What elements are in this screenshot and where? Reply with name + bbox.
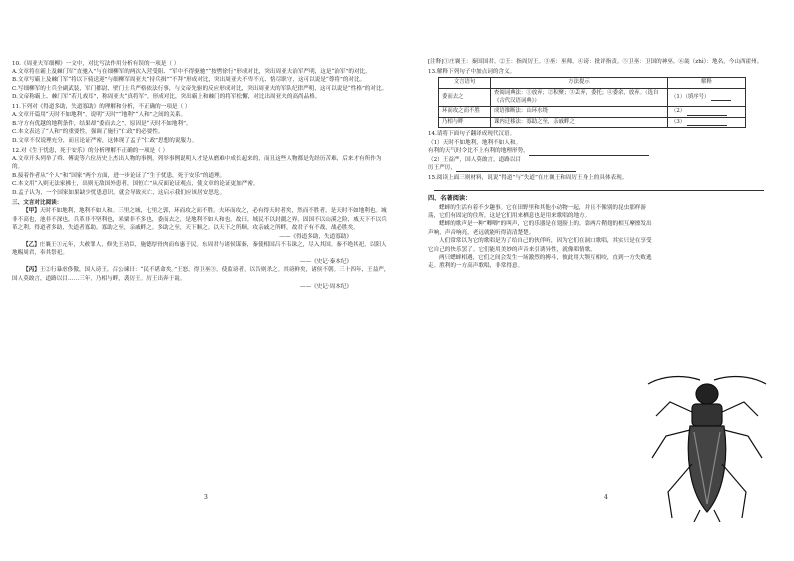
page-number-right: 4: [604, 494, 608, 501]
q15-stem: 15.阅读上面三则材料，说说“得道”与“失道”在庄襄王和周厉王身上的具体表现。: [428, 174, 628, 181]
q12-option-d: D.孟子认为，一个国家如果缺少忧患意识，就会导致灭亡，这启示我们应该居安思危。: [12, 189, 226, 196]
passage-bing-label: 【丙】: [23, 267, 40, 274]
passage-bing: [12, 266, 392, 283]
q11-option-d: D.文章不仅说理充分，而且论证严密，这体现了孟子“仁政”思想的说服力。: [12, 137, 198, 144]
section-4-heading: 四、名著阅读：: [428, 195, 472, 203]
reading-paragraph: 人们常常以为它的歌唱是为了给自己的伙伴听，因为它们在洞口歌唱，其实只是在享受它自己的快乐罢了。它们能用美妙的声音来引诱异性，就像唱情歌。: [428, 238, 652, 253]
table-cell-answer[interactable]: [667, 88, 745, 106]
table-header-answer: 解释: [667, 78, 745, 89]
table-cell-sentence: 委而去之: [439, 88, 491, 106]
table-header-hint: 方法提示: [490, 78, 667, 89]
q14-stem: 14.请将下面句子翻译成现代汉语。: [428, 131, 516, 138]
passage-yi: [12, 241, 392, 258]
cricket-illustration: [642, 372, 772, 522]
passage-jia-label: 【甲】: [23, 208, 40, 215]
q14-2-answer-text: 厉王严厉，: [428, 164, 456, 171]
reading-paragraph: 蟋蟀的歌声是一种“唧唧”的叫声，它的乐器是在翅膀上的，靠两片鞘翅的相互摩擦发出声响，声音响亮，老远就能听得清清楚楚。: [428, 221, 652, 236]
passage-jia-source: ——《得道多助，失道寡助》: [279, 233, 352, 240]
passage-yi-label: 【乙】: [23, 242, 40, 249]
answer-blank[interactable]: [687, 119, 727, 126]
q14-1-answer-text: 有利的天气时令比不上有利的地理形势，: [428, 148, 529, 155]
answer-label: （1）（填序号）: [670, 93, 710, 100]
explanation-table: [438, 77, 746, 128]
answer-blank[interactable]: [711, 94, 731, 101]
passage-bing-source: ——《史记·周本纪》: [299, 284, 352, 291]
q12-option-b: B.接着作者从“个人”和“国家”两个方面，进一步论证了“生于忧患，死于安乐”的道理。: [12, 172, 226, 179]
q10-option-a: A.文章将在霸上及棘门军“直驰入”与在细柳军的两次入营受阻、“军中不得驱驰”“按辔徐行”形成对比，突出周亚夫治军严明，这是“治军”的对比。: [12, 68, 371, 75]
right-page: [428, 58, 784, 271]
reading-paragraph: 两只蟋蟀相遇，它们之间会发生一场激烈的搏斗，彼此用大颚互相咬，直到一方失败逃走。胜利的一方高声歌唱，非常得意。: [428, 255, 652, 270]
passage-yi-text: 庄襄王①元年，大赦罪人，修先王功臣，施德厚骨肉而布惠于民。东周君与诸侯谋秦，秦使相国吕不韦诛之，尽入其国。秦不绝其祀，以阳人地赐周君，奉其祭祀。: [12, 242, 387, 257]
q14-2-blank[interactable]: [456, 165, 576, 172]
q10-option-c: C.写细柳军的士兵全副武装，军门都尉、壁门士兵严格依法行事，与文帝先驱的反应形成对比，突出周亚夫的军队纪律严明，这可以说是“性格”的对比。: [12, 85, 388, 92]
passage-yi-source: ——《史记·秦本纪》: [299, 258, 352, 265]
table-header-row: [439, 78, 746, 89]
table-row: [439, 88, 746, 106]
q11-option-c: C.本文表达了“人和”的重要性，强调了施行“仁政”的必要性。: [12, 129, 164, 136]
q14-2: （2）王益严，国人莫敢言，道路以目: [428, 156, 522, 163]
q10-stem: 10.《周亚夫军细柳》一文中，对比写法作用分析有误的一项是（ ）: [12, 60, 180, 67]
q12-stem: 12.对《生于忧患，死于安乐》的分析理解不正确的一项是（ ）: [12, 147, 169, 154]
q11-option-a: A.文章开篇用“天时不如地利”，说明“天时”“地利”“人和”之间的关系。: [12, 112, 187, 119]
q15-answer-line[interactable]: [434, 182, 764, 191]
left-page: [12, 58, 392, 291]
q12-option-c: C.本文用“入则无法家拂士，出则无敌国外患者，国恒亡”从反面论证观点，使文章的论证更加严密。: [12, 181, 259, 188]
q11-stem: 11.下列对《得道多助，失道寡助》的理解和分析，不正确的一项是（ ）: [12, 104, 191, 111]
table-row: [439, 107, 746, 118]
table-cell-sentence: 乃相与畔: [439, 117, 491, 128]
q12-option-a: A.文章开头列举了舜、傅说等六位历史上杰出人物的事例，列举事例说明人才是从磨难中成长起来的，而且这些人物都是先经历苦难，后来才有所作为的。: [12, 155, 382, 171]
answer-label: （3）: [670, 118, 686, 125]
cricket-drawing: [642, 372, 772, 522]
q14-1-blank[interactable]: [529, 149, 649, 156]
passage-jia-text: 天时不如地利，地利不如人和。三里之城，七里之郭，环而攻之而不胜。夫环而攻之，必有得天时者矣，然而不胜者，是天时不如地利也。城非不高也，池非不深也，兵革非不坚利也，米粟非不多也，委而去之，是地利不如人和也。故曰，域民不以封疆之界，固国不以山溪之险，威天下不以兵革之利。得道者多助，失道者寡助。寡助之至，亲戚畔之。多助之至，天下顺之。以天下之所顺，攻亲戚之所畔，故君子有不战，战必胜矣。: [12, 208, 387, 232]
table-cell-hint: 查阅词典法：①放弃；②积聚；③丢弃，委托；④委余，放弃。（选自《古代汉语词典》）: [490, 88, 667, 106]
passage-jia: [12, 207, 392, 232]
table-cell-answer[interactable]: [667, 107, 745, 118]
table-cell-hint: 课内迁移法：寡助之至，亲戚畔之: [490, 117, 667, 128]
page-number-left: 3: [204, 494, 208, 501]
q14-1: （1）天时不如地利，地利不如人和。: [428, 139, 522, 146]
q10-option-b: B.文章写霸上及棘门军“将以下骑送迎”与细柳军周亚夫“持兵揖”“不拜”形成对比，突出周亚夫不卑不亢、恪尽职守，这可以说是“尊将”的对比。: [12, 77, 366, 84]
table-header-sentence: 文言语句: [439, 78, 491, 89]
q10-option-d: D.文帝称霸上、棘门军“若儿戏耳”，称周亚夫“真将军”，形成对比，突出霸上和棘门的将军松懈，对比出周亚夫的高尚品格。: [12, 94, 321, 101]
passage-bing-text: 王②行暴虐侈傲，国人谤王。召公谏曰：“民不堪命矣。”王怒，得卫巫③，使监谤者，以告则杀之。其谤鲜矣，诸侯不朝。三十四年，王益严，国人莫敢言，道路以目……三年，乃相与畔，袭厉王。厉王出奔于彘。: [12, 267, 390, 282]
section-3-heading: 三、文言对比阅读：: [12, 200, 63, 206]
table-cell-answer[interactable]: [667, 117, 745, 128]
answer-blank[interactable]: [687, 109, 727, 116]
reading-paragraph: 蟋蟀的生活有着不少趣事。它在田野里和其他小动物一起，并且不像别的昆虫那样游荡，它们有固定的住所，这是它们用来栖息也是用来歌唱的地方。: [428, 204, 646, 220]
table-row: [439, 117, 746, 128]
q14-1-answer: [428, 147, 784, 155]
q11-option-b: B.守方有优越的地利条件，结果却“委而去之”，原因是“天时不如地利”。: [12, 120, 192, 127]
q13-stem: 13.解释下列句子中加点词的含义。: [428, 68, 516, 75]
table-cell-sentence: 环而攻之而不胜: [439, 107, 491, 118]
table-cell-hint: 成语推断法：山环水绕: [490, 107, 667, 118]
reading-passage: [428, 204, 654, 271]
answer-label: （2）: [670, 108, 686, 115]
annotation-note: [注释]①庄襄王：秦国国君。②王：指周厉王。③巫：巫师。④谤：批评指责。⑤卫巫：卫国的神巫。⑥彘（zhì）：地名，今山西霍州。: [428, 59, 763, 65]
q14-2-answer: [428, 164, 784, 172]
